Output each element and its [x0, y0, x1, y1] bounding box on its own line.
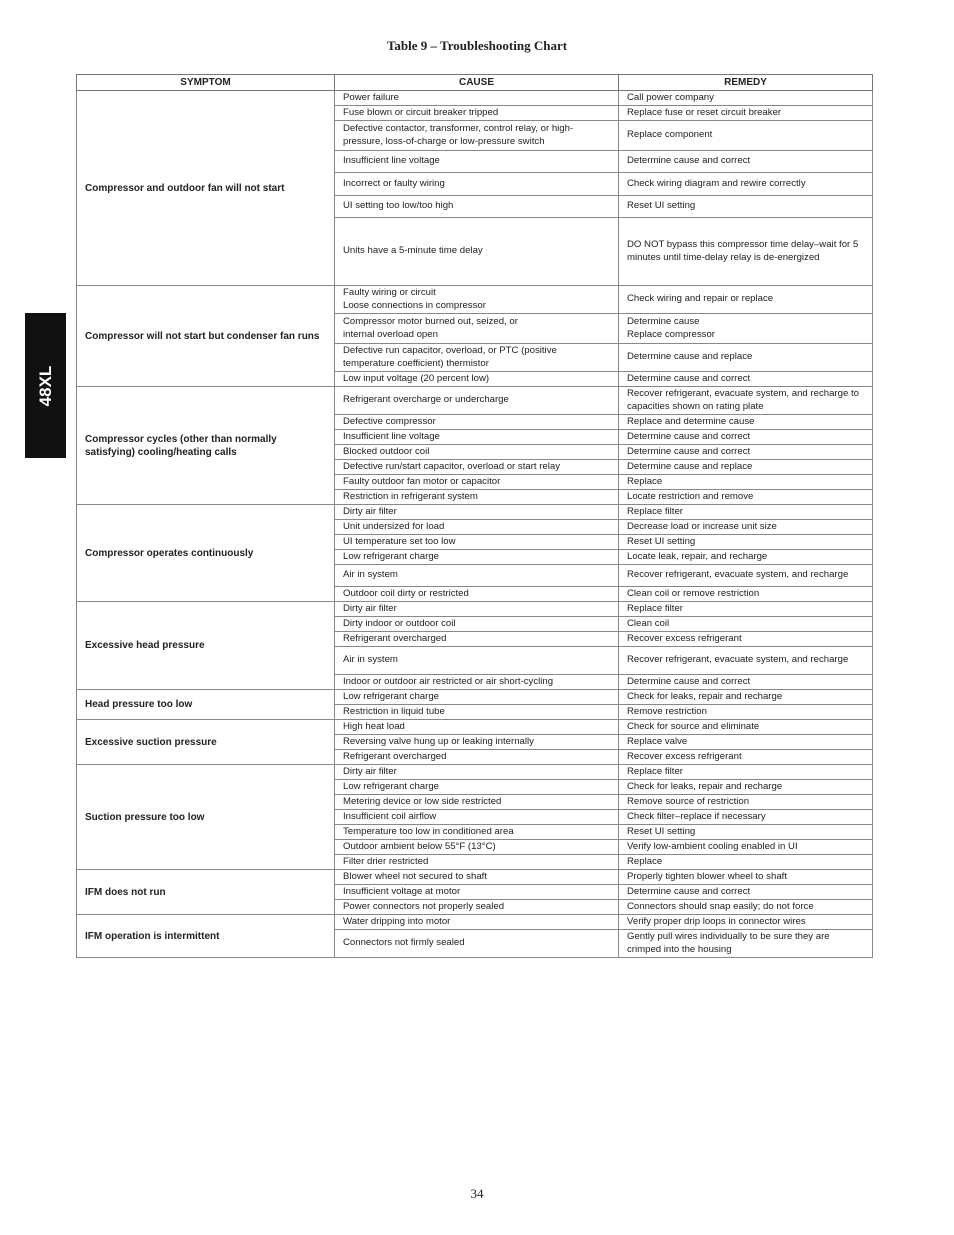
- remedy-cell: Properly tighten blower wheel to shaft: [619, 870, 873, 885]
- cause-cell: Air in system: [335, 565, 619, 587]
- table-row: [77, 765, 873, 780]
- cause-cell: Restriction in liquid tube: [335, 705, 619, 720]
- cause-cell: Outdoor ambient below 55°F (13°C): [335, 840, 619, 855]
- cause-cell: Refrigerant overcharge or undercharge: [335, 387, 619, 415]
- remedy-cell: Remove source of restriction: [619, 795, 873, 810]
- cause-cell: Low refrigerant charge: [335, 780, 619, 795]
- symptom-cell: IFM does not run: [77, 870, 335, 915]
- remedy-cell: Decrease load or increase unit size: [619, 520, 873, 535]
- remedy-cell: Verify proper drip loops in connector wires: [619, 915, 873, 930]
- symptom-cell: Compressor will not start but condenser fan runs: [77, 286, 335, 387]
- cause-cell: Units have a 5-minute time delay: [335, 218, 619, 286]
- remedy-cell: Determine cause and correct: [619, 675, 873, 690]
- cause-cell: Fuse blown or circuit breaker tripped: [335, 106, 619, 121]
- remedy-cell: Check wiring diagram and rewire correctly: [619, 173, 873, 196]
- cause-cell: Defective run capacitor, overload, or PTC (positive temperature coefficient) thermistor: [335, 344, 619, 372]
- symptom-cell: Compressor and outdoor fan will not start: [77, 91, 335, 286]
- symptom-cell: IFM operation is intermittent: [77, 915, 335, 958]
- table-title: Table 9 – Troubleshooting Chart: [386, 38, 568, 53]
- cause-cell: Dirty air filter: [335, 602, 619, 617]
- remedy-cell: DO NOT bypass this compressor time delay–wait for 5 minutes until time-delay relay is de-energized: [619, 218, 873, 286]
- cause-cell: Dirty air filter: [335, 505, 619, 520]
- remedy-cell: Replace: [619, 855, 873, 870]
- table-row: [77, 915, 873, 930]
- remedy-cell: Gently pull wires individually to be sure they are crimped into the housing: [619, 930, 873, 958]
- table-row: [77, 602, 873, 617]
- cause-cell: Faulty wiring or circuit Loose connections in compressor: [335, 286, 619, 314]
- remedy-cell: Replace fuse or reset circuit breaker: [619, 106, 873, 121]
- remedy-cell: Reset UI setting: [619, 196, 873, 218]
- remedy-cell: Replace filter: [619, 765, 873, 780]
- cause-cell: Low refrigerant charge: [335, 690, 619, 705]
- remedy-cell: Check for source and eliminate: [619, 720, 873, 735]
- cause-cell: Low refrigerant charge: [335, 550, 619, 565]
- cause-cell: Blower wheel not secured to shaft: [335, 870, 619, 885]
- remedy-cell: Check for leaks, repair and recharge: [619, 780, 873, 795]
- cause-cell: Defective compressor: [335, 415, 619, 430]
- remedy-cell: Determine cause and correct: [619, 445, 873, 460]
- symptom-cell: Compressor operates continuously: [77, 505, 335, 602]
- header-symptom: SYMPTOM: [77, 75, 335, 91]
- symptom-cell: Suction pressure too low: [77, 765, 335, 870]
- cause-cell: UI setting too low/too high: [335, 196, 619, 218]
- remedy-cell: Replace filter: [619, 602, 873, 617]
- remedy-cell: Connectors should snap easily; do not force: [619, 900, 873, 915]
- table-row: [77, 690, 873, 705]
- side-tab-label: 48XL: [35, 365, 55, 406]
- cause-cell: Dirty air filter: [335, 765, 619, 780]
- remedy-cell: Recover refrigerant, evacuate system, and recharge to capacities shown on rating plate: [619, 387, 873, 415]
- remedy-cell: Determine cause and correct: [619, 430, 873, 445]
- remedy-cell: Clean coil: [619, 617, 873, 632]
- table-row: [77, 720, 873, 735]
- table-row: [77, 505, 873, 520]
- remedy-cell: Determine cause and correct: [619, 885, 873, 900]
- cause-cell: Connectors not firmly sealed: [335, 930, 619, 958]
- remedy-cell: Replace component: [619, 121, 873, 151]
- cause-cell: Outdoor coil dirty or restricted: [335, 587, 619, 602]
- cause-cell: Refrigerant overcharged: [335, 632, 619, 647]
- side-tab: [25, 313, 66, 458]
- remedy-cell: Replace and determine cause: [619, 415, 873, 430]
- cause-cell: Power failure: [335, 91, 619, 106]
- remedy-cell: Recover refrigerant, evacuate system, and recharge: [619, 647, 873, 675]
- cause-cell: Insufficient voltage at motor: [335, 885, 619, 900]
- troubleshooting-table: [76, 74, 873, 958]
- remedy-cell: Recover refrigerant, evacuate system, and recharge: [619, 565, 873, 587]
- header-remedy: REMEDY: [619, 75, 873, 91]
- cause-cell: Indoor or outdoor air restricted or air short-cycling: [335, 675, 619, 690]
- table-row: [77, 387, 873, 415]
- table-row: [77, 870, 873, 885]
- cause-cell: Insufficient coil airflow: [335, 810, 619, 825]
- cause-cell: Temperature too low in conditioned area: [335, 825, 619, 840]
- remedy-cell: Replace valve: [619, 735, 873, 750]
- header-row: [77, 75, 873, 91]
- symptom-cell: Compressor cycles (other than normally satisfying) cooling/heating calls: [77, 387, 335, 505]
- cause-cell: UI temperature set too low: [335, 535, 619, 550]
- remedy-cell: Verify low-ambient cooling enabled in UI: [619, 840, 873, 855]
- remedy-cell: Determine cause Replace compressor: [619, 314, 873, 344]
- remedy-cell: Check filter–replace if necessary: [619, 810, 873, 825]
- symptom-cell: Excessive suction pressure: [77, 720, 335, 765]
- cause-cell: High heat load: [335, 720, 619, 735]
- cause-cell: Compressor motor burned out, seized, or internal overload open: [335, 314, 619, 344]
- remedy-cell: Reset UI setting: [619, 535, 873, 550]
- cause-cell: Faulty outdoor fan motor or capacitor: [335, 475, 619, 490]
- header-cause: CAUSE: [335, 75, 619, 91]
- symptom-cell: Excessive head pressure: [77, 602, 335, 690]
- remedy-cell: Locate restriction and remove: [619, 490, 873, 505]
- cause-cell: Refrigerant overcharged: [335, 750, 619, 765]
- cause-cell: Filter drier restricted: [335, 855, 619, 870]
- table-row: [77, 91, 873, 106]
- table-body: [77, 91, 873, 958]
- remedy-cell: Clean coil or remove restriction: [619, 587, 873, 602]
- remedy-cell: Recover excess refrigerant: [619, 632, 873, 647]
- cause-cell: Metering device or low side restricted: [335, 795, 619, 810]
- remedy-cell: Check for leaks, repair and recharge: [619, 690, 873, 705]
- remedy-cell: Determine cause and replace: [619, 460, 873, 475]
- cause-cell: Insufficient line voltage: [335, 430, 619, 445]
- cause-cell: Insufficient line voltage: [335, 151, 619, 173]
- table-row: [77, 286, 873, 314]
- remedy-cell: Reset UI setting: [619, 825, 873, 840]
- remedy-cell: Remove restriction: [619, 705, 873, 720]
- page-number: 34: [470, 1186, 484, 1201]
- remedy-cell: Replace filter: [619, 505, 873, 520]
- remedy-cell: Locate leak, repair, and recharge: [619, 550, 873, 565]
- cause-cell: Defective run/start capacitor, overload or start relay: [335, 460, 619, 475]
- remedy-cell: Recover excess refrigerant: [619, 750, 873, 765]
- cause-cell: Blocked outdoor coil: [335, 445, 619, 460]
- cause-cell: Low input voltage (20 percent low): [335, 372, 619, 387]
- cause-cell: Air in system: [335, 647, 619, 675]
- remedy-cell: Determine cause and replace: [619, 344, 873, 372]
- remedy-cell: Call power company: [619, 91, 873, 106]
- cause-cell: Incorrect or faulty wiring: [335, 173, 619, 196]
- cause-cell: Restriction in refrigerant system: [335, 490, 619, 505]
- cause-cell: Reversing valve hung up or leaking internally: [335, 735, 619, 750]
- cause-cell: Dirty indoor or outdoor coil: [335, 617, 619, 632]
- cause-cell: Defective contactor, transformer, control relay, or high-pressure, loss-of-charge or low-pressure switch: [335, 121, 619, 151]
- cause-cell: Water dripping into motor: [335, 915, 619, 930]
- remedy-cell: Determine cause and correct: [619, 372, 873, 387]
- remedy-cell: Check wiring and repair or replace: [619, 286, 873, 314]
- cause-cell: Unit undersized for load: [335, 520, 619, 535]
- remedy-cell: Determine cause and correct: [619, 151, 873, 173]
- symptom-cell: Head pressure too low: [77, 690, 335, 720]
- cause-cell: Power connectors not properly sealed: [335, 900, 619, 915]
- remedy-cell: Replace: [619, 475, 873, 490]
